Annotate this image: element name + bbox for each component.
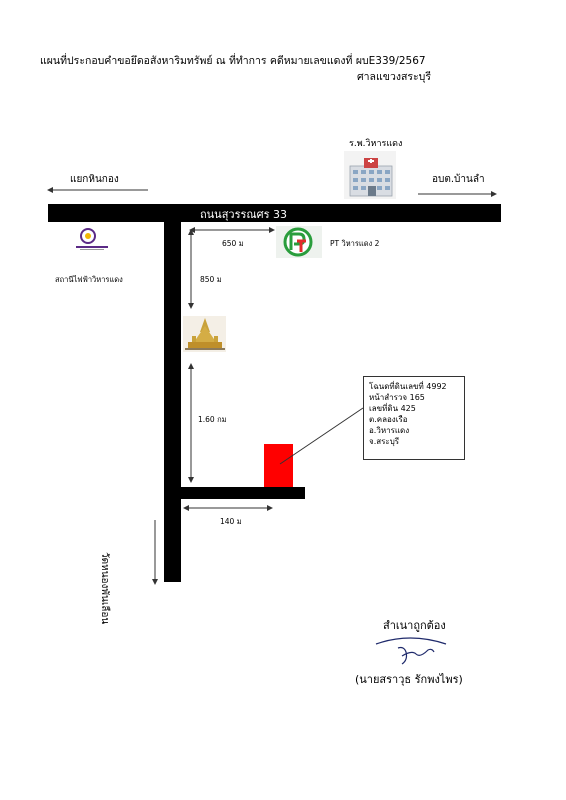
map-title: แผนที่ประกอบคำขอยึดอสังหาริมทรัพย์ ณ ที่ทำการ คดีหมายเลขแดงที่ ผบE339/2567: [40, 55, 426, 67]
electric-authority-icon: [76, 227, 108, 251]
info-leader-line: [280, 408, 363, 464]
temple-icon: [183, 316, 226, 352]
distance-850-label: 850 ม: [200, 275, 222, 284]
deed-number: โฉนดที่ดินเลขที่ 4992: [369, 382, 447, 391]
survey-page: หน้าสำรวจ 165: [369, 393, 425, 402]
certified-copy-label: สำเนาถูกต้อง: [383, 619, 446, 632]
main-road-label: ถนนสุวรรณศร 33: [200, 208, 287, 221]
hospital-label: ร.พ.วิหารแดง: [349, 139, 403, 149]
court-name: ศาลแขวงสระบุรี: [357, 71, 431, 83]
gas-station-icon: [276, 226, 322, 258]
hospital-icon: [344, 151, 396, 199]
signature-mark: [376, 638, 446, 664]
province: จ.สระบุรี: [369, 437, 400, 446]
district: อ.วิหารแดง: [369, 426, 410, 435]
distance-650-label: 650 ม: [222, 239, 244, 248]
direction-left-label: แยกหินกอง: [70, 174, 119, 185]
side-road-label: วัดหนองพันเลือน: [99, 552, 110, 625]
distance-1-60-label: 1.60 กม: [198, 415, 227, 424]
signer-name: (นายสราวุธ รักพงไพร): [355, 673, 463, 686]
subdistrict: ต.คลองเรือ: [369, 415, 408, 424]
distance-140-label: 140 ม: [220, 517, 242, 526]
land-number: เลขที่ดิน 425: [369, 404, 416, 413]
electric-station-label: สถานีไฟฟ้าวิหารแดง: [55, 275, 123, 284]
gas-station-label: PT วิหารแดง 2: [330, 239, 380, 248]
direction-right-label: อบต.บ้านลำ: [432, 174, 485, 185]
